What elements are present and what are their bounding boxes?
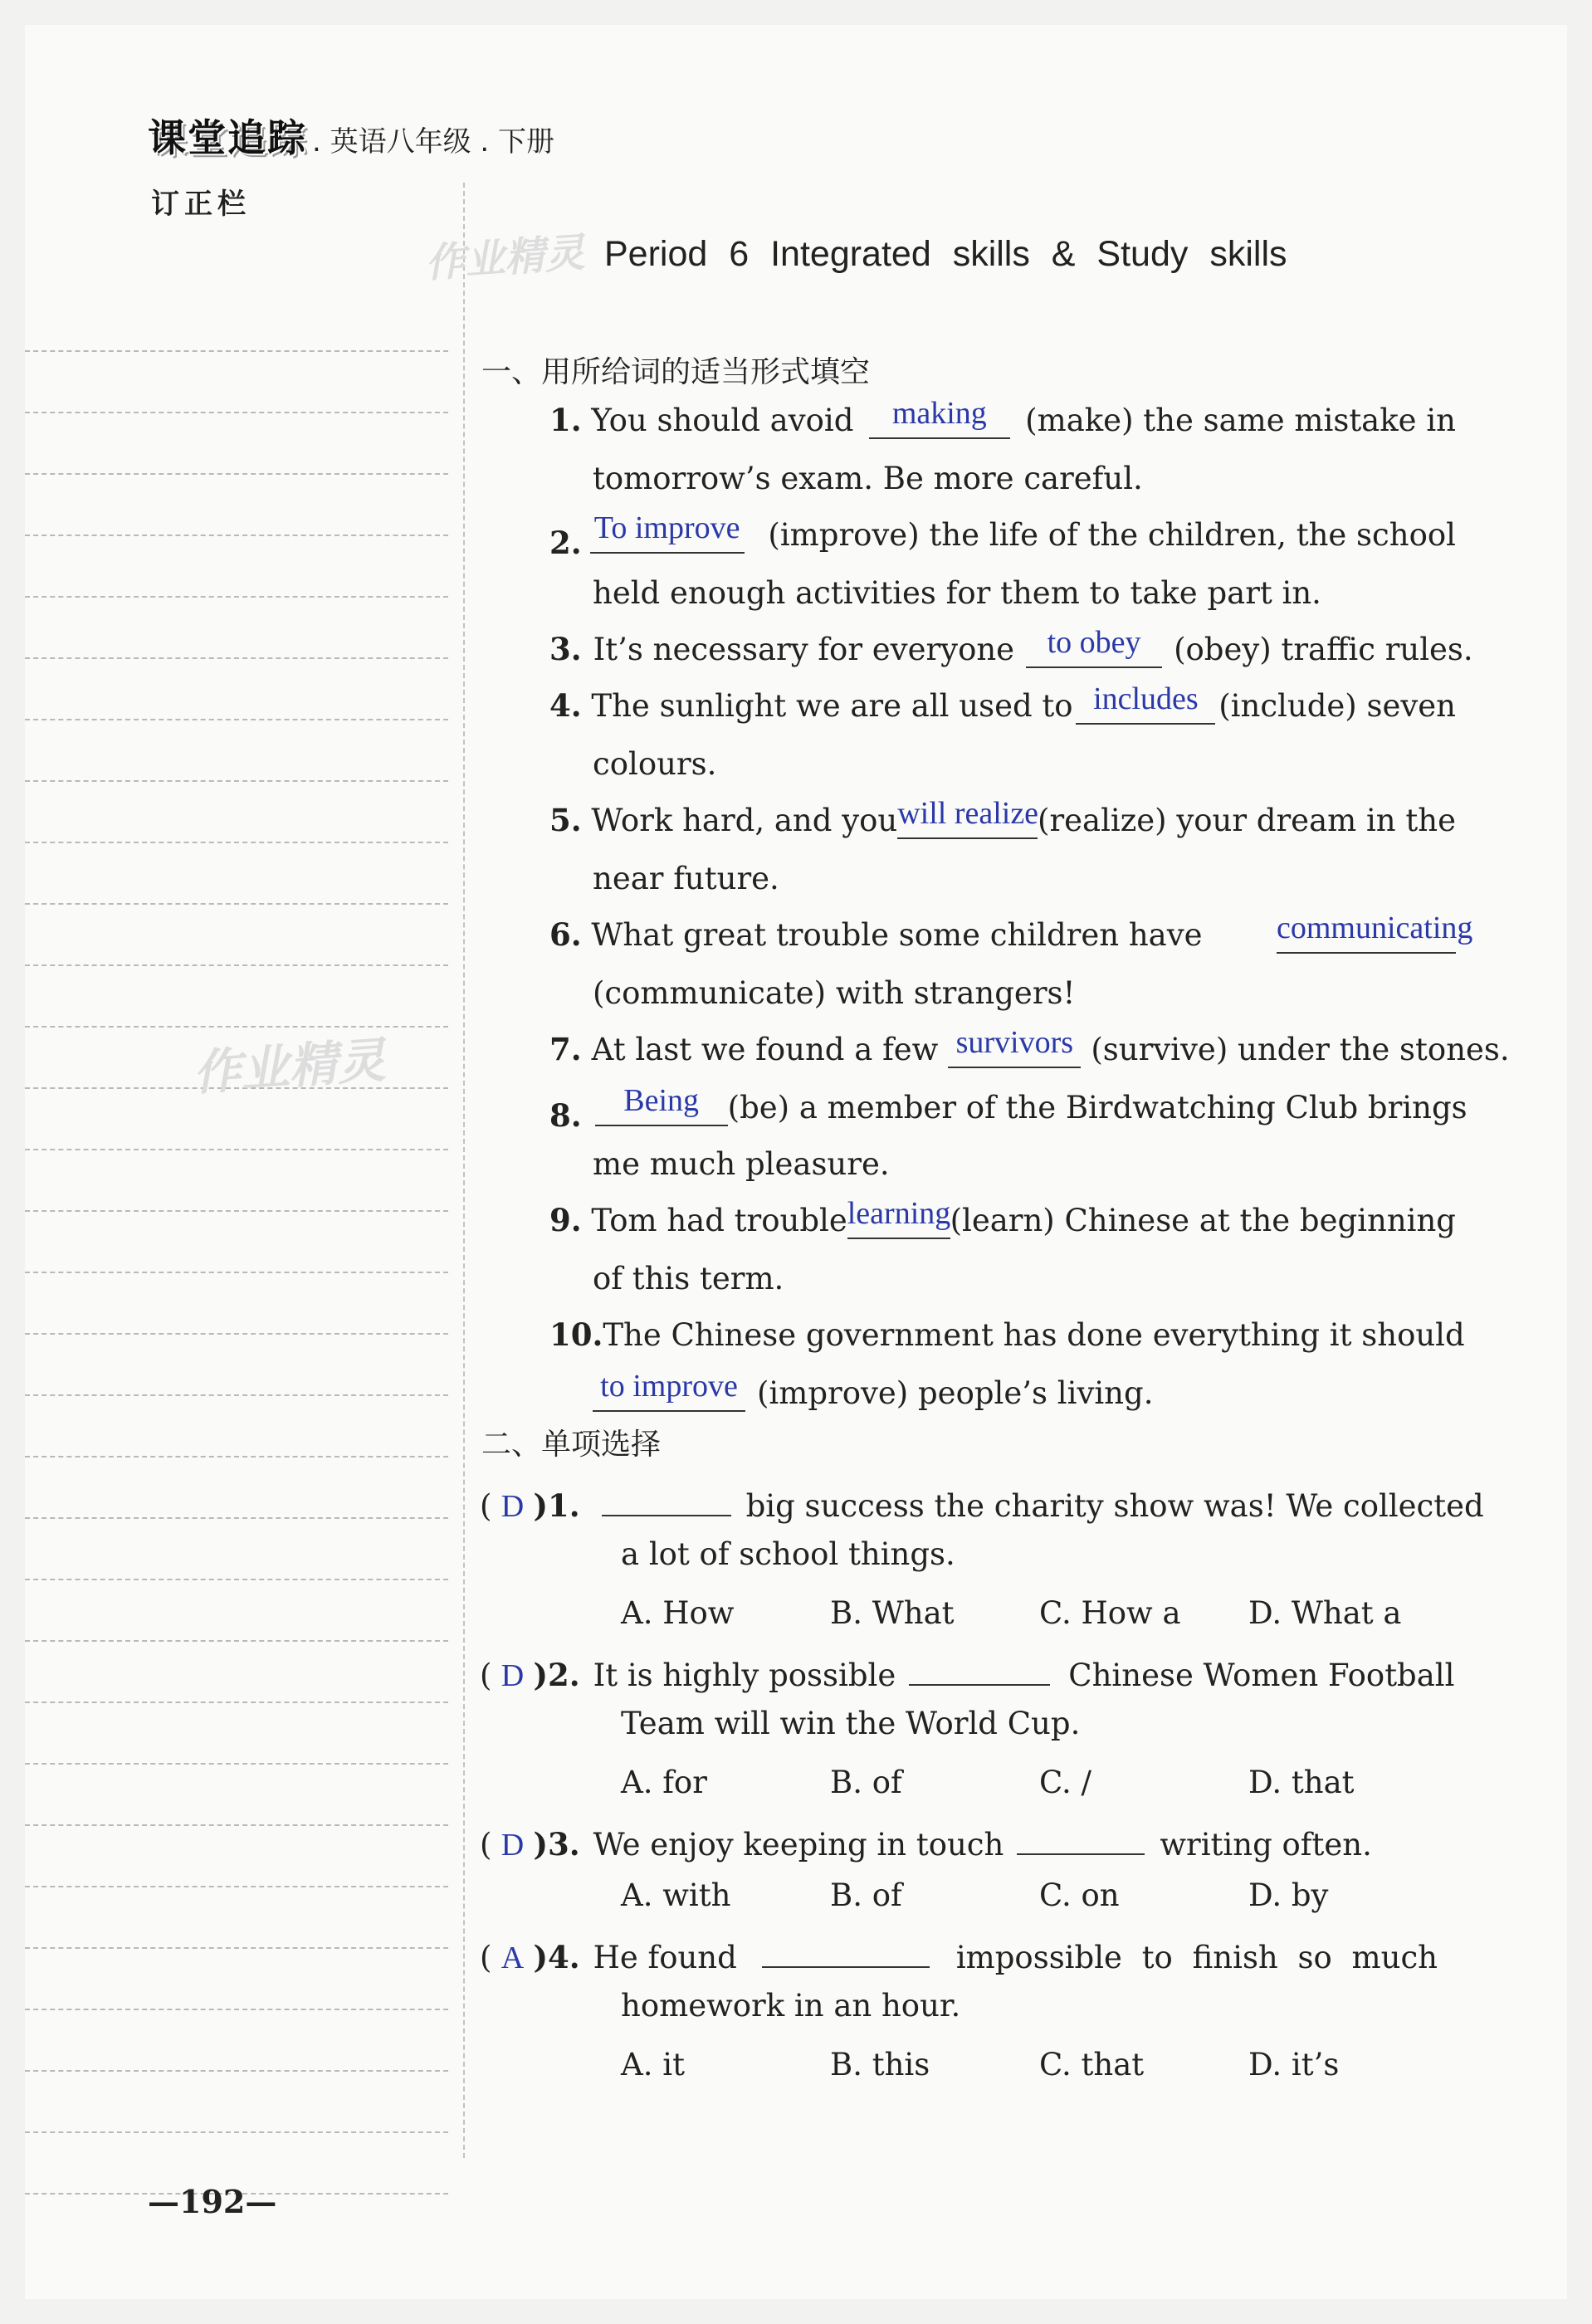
handwritten-choice: D	[501, 1488, 525, 1524]
correction-rule-line	[25, 843, 448, 905]
mc-question: ( A )4. He found impossible to finish so much	[480, 1934, 1438, 1974]
page-number: —192—	[148, 2183, 277, 2220]
correction-rule-line	[25, 1457, 448, 1519]
correction-rule-line	[25, 536, 448, 598]
question-line-cont: tomorrow’s exam. Be more careful.	[593, 461, 1143, 496]
answer-blank	[590, 510, 745, 554]
correction-rule-line	[25, 905, 448, 966]
answer-blank	[897, 795, 1039, 839]
correction-rule-line	[25, 782, 448, 843]
question-line-cont: me much pleasure.	[593, 1146, 890, 1182]
watermark: 作业精灵	[423, 229, 587, 287]
question-line: 5. Work hard, and you will realize (realize) your dream in the	[549, 795, 1456, 838]
handwritten-answer: communicating	[1277, 910, 1473, 945]
correction-rule-line	[25, 1212, 448, 1273]
option: B. of	[830, 1765, 902, 1800]
mc-question-cont: a lot of school things.	[621, 1536, 955, 1572]
correction-rule-line	[25, 2072, 448, 2133]
correction-rule-line	[25, 1150, 448, 1212]
question-line-cont: held enough activities for them to take part in.	[593, 575, 1321, 611]
mc-options	[621, 1877, 1458, 1913]
mc-question-cont: homework in an hour.	[621, 1988, 961, 2024]
correction-rule-line	[25, 2010, 448, 2072]
handwritten-choice: A	[501, 1940, 525, 1975]
correction-rule-line	[25, 352, 448, 413]
answer-blank	[1026, 624, 1162, 668]
question-line: 6. What great trouble some children have communicating	[549, 910, 1473, 953]
question-line: 1. You should avoid making (make) the same mistake in	[549, 395, 1456, 438]
handwritten-answer: Being	[623, 1082, 700, 1118]
question-line-cont: colours.	[593, 746, 717, 782]
correction-rule-line	[25, 966, 448, 1028]
correction-rule-line	[25, 1765, 448, 1826]
mc-question: ( D )2. It is highly possible Chinese Women Football	[480, 1652, 1454, 1692]
handwritten-answer: to improve	[600, 1368, 738, 1404]
option: D. What a	[1248, 1595, 1402, 1631]
question-line-cont: (communicate) with strangers!	[593, 975, 1076, 1011]
option: A. How	[621, 1595, 735, 1631]
mc-options	[621, 2047, 1458, 2082]
section-heading-fill-in: 一、用所给词的适当形式填空	[481, 355, 871, 389]
book-header	[148, 108, 554, 163]
question-line: 10. The Chinese government has done everything it should	[549, 1316, 1465, 1353]
answer-blank	[762, 1934, 930, 1968]
handwritten-answer: includes	[1093, 681, 1199, 716]
correction-rule-line	[25, 720, 448, 782]
option: D. by	[1248, 1877, 1329, 1913]
correction-rule-line	[25, 1949, 448, 2010]
book-subtitle: . 英语八年级 . 下册	[312, 125, 555, 159]
correction-rule-line	[25, 598, 448, 659]
answer-blank	[948, 1024, 1081, 1068]
correction-rule-line	[25, 1887, 448, 1949]
question-line-cont: to improve (improve) people’s living.	[593, 1378, 1153, 1412]
option: A. for	[621, 1765, 707, 1800]
handwritten-choice: D	[501, 1658, 525, 1693]
answer-blank	[1017, 1821, 1145, 1855]
answer-blank	[1277, 910, 1473, 954]
mc-options	[621, 1765, 1458, 1800]
mc-question: ( D )1. big success the charity show was! We collected	[480, 1482, 1484, 1522]
page-title: Period 6 Integrated skills & Study skills	[604, 234, 1287, 274]
question-line: 8. Being (be) a member of the Birdwatching Club brings	[549, 1082, 1467, 1134]
answer-blank	[593, 1368, 745, 1412]
option: A. it	[621, 2047, 685, 2082]
question-line: 3. It’s necessary for everyone to obey (obey) traffic rules.	[549, 624, 1473, 667]
brand-logo: 课堂追踪	[148, 115, 307, 160]
section-heading-multiple-choice: 二、单项选择	[481, 1428, 662, 1462]
question-line: 4. The sunlight we are all used to includes (include) seven	[549, 681, 1456, 724]
mc-question-cont: Team will win the World Cup.	[621, 1706, 1081, 1741]
answer-blank	[1076, 681, 1215, 725]
correction-column-label: 订正栏	[151, 188, 251, 221]
correction-rule-line	[25, 1703, 448, 1765]
correction-rule-line	[25, 1273, 448, 1335]
option: B. What	[830, 1595, 955, 1631]
option: D. that	[1248, 1765, 1355, 1800]
mc-options	[621, 1595, 1458, 1631]
handwritten-answer: survivors	[955, 1024, 1074, 1060]
correction-rule-line	[25, 1642, 448, 1703]
question-line-cont: of this term.	[593, 1261, 784, 1296]
option: B. this	[830, 2047, 930, 2082]
watermark: 作业精灵	[191, 1031, 388, 1101]
option: C. How a	[1039, 1595, 1181, 1631]
correction-rule-line	[25, 290, 448, 352]
option: C. on	[1039, 1877, 1120, 1913]
answer-blank	[595, 1082, 728, 1126]
option: C. that	[1039, 2047, 1145, 2082]
correction-rule-line	[25, 1396, 448, 1457]
option: A. with	[621, 1877, 731, 1913]
correction-rule-line	[25, 1335, 448, 1396]
question-line: 9. Tom had trouble learning (learn) Chinese at the beginning	[549, 1195, 1456, 1238]
correction-column-lines	[25, 290, 448, 2195]
mc-question: ( D )3. We enjoy keeping in touch writing often.	[480, 1821, 1372, 1861]
handwritten-answer: making	[891, 395, 987, 431]
answer-blank	[602, 1482, 731, 1516]
correction-rule-line	[25, 1826, 448, 1887]
correction-rule-line	[25, 475, 448, 536]
correction-rule-line	[25, 1580, 448, 1642]
question-line: 2. To improve (improve) the life of the children, the school	[549, 510, 1456, 561]
handwritten-answer: learning	[847, 1195, 951, 1231]
correction-rule-line	[25, 413, 448, 475]
correction-rule-line	[25, 1519, 448, 1580]
handwritten-answer: will realize	[897, 795, 1039, 831]
option: C. /	[1039, 1765, 1091, 1800]
correction-rule-line	[25, 659, 448, 720]
question-line-cont: near future.	[593, 861, 779, 896]
handwritten-answer: To improve	[593, 510, 740, 545]
question-line: 7. At last we found a few survivors (survive) under the stones.	[549, 1024, 1510, 1067]
answer-blank	[847, 1195, 951, 1239]
column-divider	[463, 183, 465, 2158]
answer-blank	[869, 395, 1010, 439]
handwritten-answer: to obey	[1047, 624, 1141, 660]
handwritten-choice: D	[501, 1827, 525, 1863]
option: D. it’s	[1248, 2047, 1340, 2082]
option: B. of	[830, 1877, 902, 1913]
answer-blank	[909, 1652, 1050, 1686]
